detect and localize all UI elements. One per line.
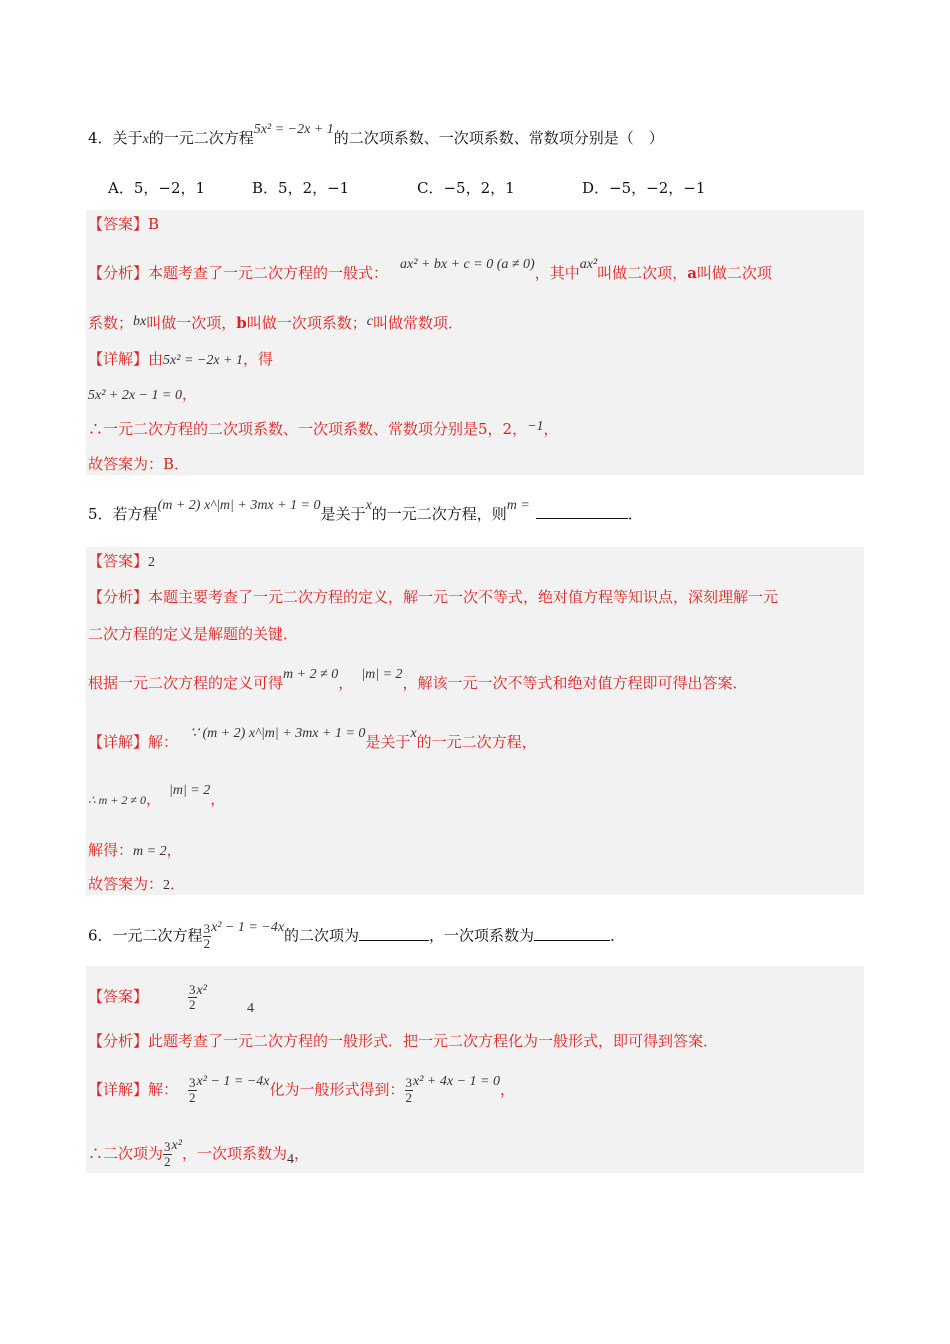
q4-detail: 【详解】由5x² = −2x + 1，得 — [88, 350, 274, 368]
q4-conclusion: 故答案为：B． — [88, 455, 190, 473]
q4-equation: 5x² = −2x + 1 — [253, 122, 334, 137]
q4-detail-therefore: ∴一元二次方程的二次项系数、一次项系数、常数项分别是5，2，−1， — [88, 419, 559, 438]
q6-blank-1[interactable] — [359, 926, 429, 941]
q4-option-d: D．−5，−2，−1 — [582, 179, 706, 197]
q6-answer: 【答案】 $\frac{3}{2}$ x²4 — [88, 982, 254, 1016]
q5-equation: (m + 2) x^|m| + 3mx + 1 = 0 — [157, 498, 321, 513]
q5-question: 5．若方程(m + 2) x^|m| + 3mx + 1 = 0是关于x的一元二次方程，则m = ． — [88, 498, 643, 523]
q5-detail-2: ∴ m + 2 ≠ 0， |m| = 2， — [88, 783, 226, 808]
q6-fraction: $\frac{3}{2}$ — [203, 921, 211, 951]
q6-question: 6．一元二次方程 $\frac{3}{2}$ x² − 1 = −4x的二次项为 ，一次项系数为 ． — [88, 919, 626, 951]
q6-analysis: 【分析】此题考查了一元二次方程的一般形式．把一元二次方程化为一般形式，即可得到答案． — [88, 1032, 719, 1050]
q5-analysis-3: 根据一元二次方程的定义可得m + 2 ≠ 0， |m| = 2，解该一元一次不等式和绝对值方程即可得出答案． — [88, 667, 748, 692]
q5-answer-blank[interactable] — [536, 504, 628, 519]
q4-option-a: A．5，−2，1 — [108, 179, 206, 197]
q4-answer: 【答案】B — [88, 215, 160, 233]
q6-detail-2: ∴二次项为 $\frac{3}{2}$ x²，一次项系数为4， — [88, 1137, 309, 1169]
q6-blank-2[interactable] — [534, 926, 610, 941]
q4-question: 4．关于x的一元二次方程5x² = −2x + 1的二次项系数、一次项系数、常数项分别是（ ） — [88, 122, 664, 147]
q5-analysis-2: 二次方程的定义是解题的关键． — [88, 625, 299, 643]
q5-analysis-1: 【分析】本题主要考查了一元二次方程的定义，解一元一次不等式，绝对值方程等知识点，深刻理解一元 — [88, 588, 779, 606]
q6-detail: 【详解】解： $\frac{3}{2}$ x² − 1 = −4x化为一般形式得到： $\frac{3}{2}$ x² + 4x − 1 = 0， — [88, 1073, 515, 1105]
q5-solve: 解得：m = 2， — [88, 841, 182, 859]
q4-option-b: B．5，2，−1 — [252, 179, 350, 197]
q5-answer: 【答案】2 — [88, 552, 156, 570]
q4-detail-eq2: 5x² + 2x − 1 = 0， — [88, 385, 197, 403]
q4-option-c: C．−5，2，1 — [417, 179, 515, 197]
q5-conclusion: 故答案为：2． — [88, 875, 186, 893]
q4-analysis-2: 系数；bx叫做一次项，b叫做一次项系数；c叫做常数项． — [88, 314, 463, 332]
q4-analysis-1: 【分析】本题考查了一元二次方程的一般式： ax² + bx + c = 0 (a ≠ 0)，其中ax²叫做二次项，a叫做二次项 — [88, 257, 772, 282]
q5-detail: 【详解】解： ∵ (m + 2) x^|m| + 3mx + 1 = 0是关于x的一元二次方程， — [88, 726, 537, 751]
